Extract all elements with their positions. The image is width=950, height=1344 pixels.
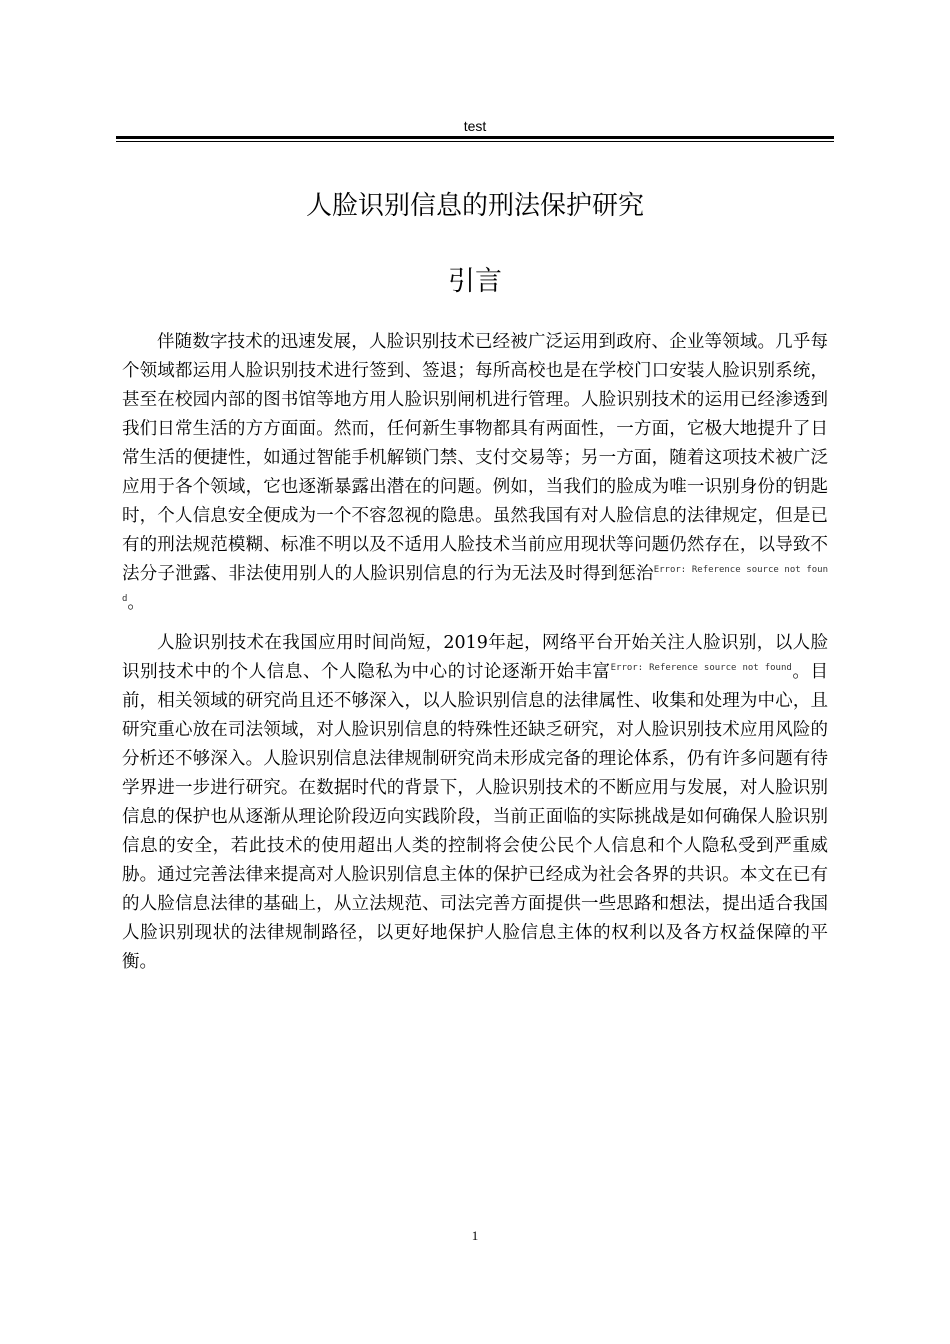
page-number: 1 [471, 1228, 479, 1243]
paragraph-2-continuation: 。目前，相关领域的研究尚且还不够深入，以人脸识别信息的法律属性、收集和处理为中心，且研究重心放在司法领域，对人脸识别信息的特殊性还缺乏研究，对人脸识别技术应用风险的分析还不够深入。人脸识别信息法律规制研究尚未形成完备的理论体系，仍有许多问题有待学界进一步进行研究。在数据时代的背景下，人脸识别技术的不断应用与发展，对人脸识别信息的保护也从逐渐从理论阶段迈向实践阶段，当前正面临的实际挑战是如何确保人脸识别信息的安全，若此技术的使用超出人类的控制将会使公民个人信息和个人隐私受到严重威胁。通过完善法律来提高对人脸识别信息主体的保护已经成为社会各界的共识。本文在已有的人脸信息法律的基础上，从立法规范、司法完善方面提供一些思路和想法，提出适合我国人脸识别现状的法律规制路径，以更好地保护人脸信息主体的权利以及各方权益保障的平衡。 [122, 662, 829, 972]
header-rule-thick [116, 136, 834, 139]
reference-error-1: Error: Reference source not found [122, 565, 829, 605]
page-header: test [463, 118, 487, 134]
paragraph-1-end: 。 [127, 593, 145, 613]
paragraph-2-text: 人脸识别技术在我国应用时间尚短，2019年起，网络平台开始关注人脸识别，以人脸识别技术中的个人信息、个人隐私为中心的讨论逐渐开始丰富 [122, 633, 828, 682]
paragraph-1-text: 伴随数字技术的迅速发展，人脸识别技术已经被广泛运用到政府、企业等领域。几乎每个领域都运用人脸识别技术进行签到、签退；每所高校也是在学校门口安装人脸识别系统，甚至在校园内部的图书馆等地方用人脸识别闸机进行管理。人脸识别技术的运用已经渗透到我们日常生活的方方面面。然而，任何新生事物都具有两面性，一方面，它极大地提升了日常生活的便捷性，如通过智能手机解锁门禁、支付交易等；另一方面，随着这项技术被广泛应用于各个领域，它也逐渐暴露出潜在的问题。例如，当我们的脸成为唯一识别身份的钥匙时，个人信息安全便成为一个不容忽视的隐患。虽然我国有对人脸信息的法律规定，但是已有的刑法规范模糊、标准不明以及不适用人脸技术当前应用现状等问题仍然存在，以导致不法分子泄露、非法使用别人的人脸识别信息的行为无法及时得到惩治 [122, 332, 828, 584]
paragraph-2 [122, 629, 828, 977]
paragraph-1 [122, 328, 828, 618]
section-heading-introduction: 引言 [448, 266, 502, 297]
header-rule-thin [116, 141, 834, 142]
body-text [122, 328, 828, 977]
document-title: 人脸识别信息的刑法保护研究 [305, 191, 644, 221]
reference-error-2: Error: Reference source not found [610, 663, 792, 674]
